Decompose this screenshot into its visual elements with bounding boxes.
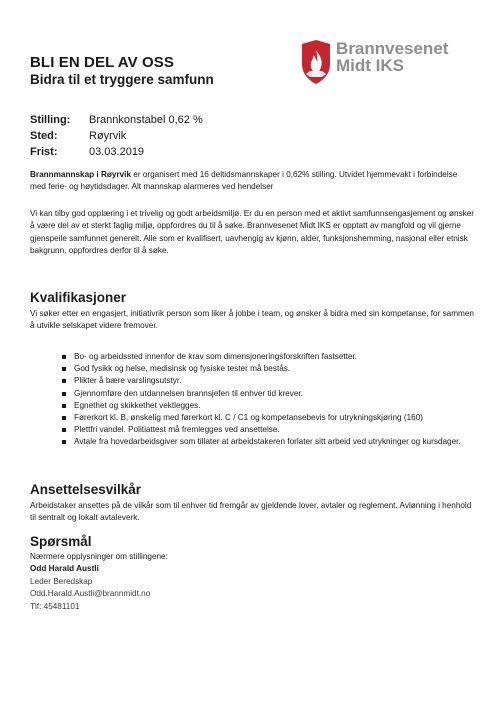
fact-position [30, 112, 203, 128]
bullet-icon [62, 379, 66, 383]
fact-value: Brannkonstabel 0,62 % [89, 114, 203, 126]
bullet-icon [62, 440, 66, 444]
page-title: BLI EN DEL AV OSS [30, 54, 174, 71]
bullet-icon [62, 367, 66, 371]
contact-name: Odd Harald Austli [30, 564, 99, 574]
fact-label: Sted: [30, 130, 58, 142]
contact-role: Leder Beredskap [30, 576, 93, 586]
contact-block [30, 551, 168, 613]
terms-paragraph: Arbeidstaker ansettes på de vilkår som til enhver tid fremgår av gjeldende lover, avtaler og reglement. Avlønning i henhold til sentralt og lokalt avtaleverk. [30, 501, 472, 523]
offer-paragraph: Vi kan tilby god opplæring i et trivelig og godt arbeidsmiljø. Er du en person med et aktivt samfunnsengasjement og ønsker å være del av et sterkt faglig miljø, oppfordres du til å søke. Brannvesenet Midt IKS er opptatt av mangfold og vil gjerne gjenspeile samfunnet generelt. Alle som er kvalifisert, uavhengig av kjønn, alder, funksjonshemming, nasjonal eller etnisk bakgrunn, oppfordres derfor til å søke. [30, 209, 475, 256]
terms-heading: Ansettelsesvilkår [30, 482, 142, 497]
page-subtitle: Bidra til et tryggere samfunn [30, 72, 214, 87]
questions-heading: Spørsmål [30, 534, 92, 549]
list-item: Avtale fra hovedarbeidsgiver som tillater at arbeidstakeren forlater sitt arbeid ved utrykninger og kursdager. [62, 436, 477, 448]
logo-line-1: Brannvesenet [336, 39, 449, 58]
fact-deadline [30, 144, 203, 160]
contact-email[interactable]: Odd.Harald.Austli@brannmidt.no [30, 589, 151, 599]
contact-intro: Nærmere opplysninger om stillingene: [30, 552, 168, 561]
job-facts [30, 112, 203, 160]
fact-location [30, 128, 203, 144]
fact-value: 03.03.2019 [89, 146, 145, 158]
qualifications-intro: Vi søker etter en engasjert, initiativrik person som liker å jobbe i team, og ønsker å bidra med sin kompetanse, for sammen å utvikle selskapet videre fremover. [30, 309, 474, 331]
list-item: Plikter å bære varslingsutstyr. [62, 375, 477, 387]
list-item: Plettfri vandel. Politiattest må fremlegges ved ansettelse. [62, 424, 477, 436]
logo-wordmark [336, 40, 448, 74]
contact-phone: Tlf: 45481101 [30, 601, 80, 611]
bullet-icon [62, 428, 66, 432]
intro-paragraph [30, 169, 475, 194]
intro-rest: er organisert med 16 deltidsmannskaper i 0,62% stilling. Utvidet hjemmevakt i forbindelse med ferie- og høytidsdager. Alt mannskap alarmeres ved hendelser [30, 170, 458, 192]
bullet-icon [62, 416, 66, 420]
fact-value: Røyrvik [89, 130, 127, 142]
bullet-icon [62, 404, 66, 408]
qualifications-list [62, 351, 477, 449]
fact-label: Frist: [30, 146, 58, 158]
intro-lead: Brannmannskap i Røyrvik [30, 170, 132, 179]
fact-label: Stilling: [30, 114, 71, 126]
list-item: Egnethet og skikkethet vektlegges. [62, 400, 477, 412]
logo-line-2: Midt IKS [336, 56, 404, 75]
list-item: Bo- og arbeidssted innenfor de krav som dimensjoneringsforskriften fastsetter. [62, 351, 477, 363]
bullet-icon [62, 355, 66, 359]
list-item: Førerkort kl. B, ønskelig med førerkort kl. C / C1 og kompetansebevis for utrykningskjøring (160) [62, 412, 477, 424]
qualifications-heading: Kvalifikasjoner [30, 290, 127, 305]
list-item: Gjennomføre den utdannelsen brannsjefen til enhver tid krever. [62, 388, 477, 400]
list-item: God fysikk og helse, medisinsk og fysiske tester må bestås. [62, 363, 477, 375]
bullet-icon [62, 392, 66, 396]
